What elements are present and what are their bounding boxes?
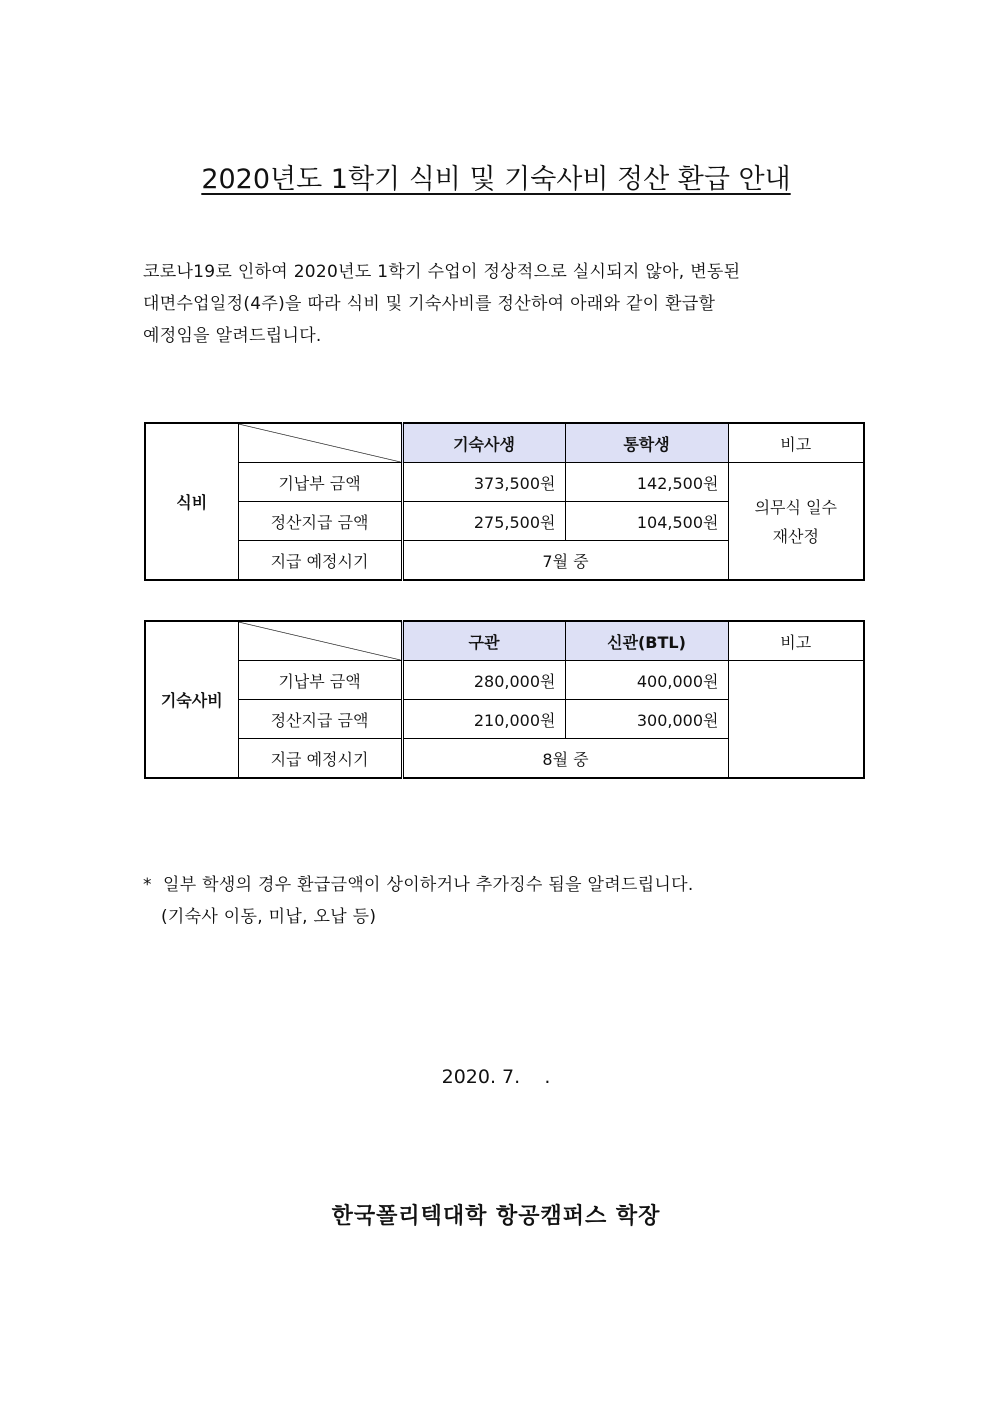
remark-cell	[728, 661, 864, 779]
dorm-refund-table	[144, 620, 865, 779]
col-header-new-building: 신관(BTL)	[565, 621, 728, 661]
note-subline: (기숙사 이동, 미납, 오납 등)	[161, 907, 377, 927]
remark-cell	[728, 463, 864, 581]
cell-value: 373,500원	[402, 463, 565, 502]
col-header-commuter: 통학생	[565, 423, 728, 463]
schedule-value: 8월 중	[402, 739, 728, 779]
cell-value: 104,500원	[565, 502, 728, 541]
remark-line: 의무식 일수	[754, 498, 837, 517]
schedule-value: 7월 중	[402, 541, 728, 581]
signer-name: 한국폴리텍대학 항공캠퍼스 학장	[331, 1204, 661, 1229]
document-date: 2020. 7. .	[441, 1066, 551, 1088]
meal-refund-table	[144, 422, 865, 581]
row-label-prepaid: 기납부 금액	[238, 661, 402, 700]
col-header-dorm-student: 기숙사생	[402, 423, 565, 463]
cell-value: 300,000원	[565, 700, 728, 739]
remark-header: 비고	[728, 621, 864, 661]
table-header-row	[145, 621, 864, 661]
meal-section-label: 식비	[145, 423, 238, 580]
notice-note	[143, 869, 843, 933]
document-title-text: 2020년도 1학기 식비 및 기숙사비 정산 환급 안내	[201, 164, 791, 195]
cell-value: 275,500원	[402, 502, 565, 541]
remark-line: 재산정	[772, 527, 819, 546]
intro-line: 코로나19로 인하여 2020년도 1학기 수업이 정상적으로 실시되지 않아, 변동된	[143, 262, 741, 282]
table-header-row	[145, 423, 864, 463]
row-label-schedule: 지급 예정시기	[238, 739, 402, 779]
remark-header: 비고	[728, 423, 864, 463]
intro-paragraph	[143, 256, 851, 352]
table-row	[145, 661, 864, 700]
asterisk-bullet: *	[143, 875, 152, 895]
row-label-settlement: 정산지급 금액	[238, 700, 402, 739]
row-label-settlement: 정산지급 금액	[238, 502, 402, 541]
col-header-old-building: 구관	[402, 621, 565, 661]
row-label-prepaid: 기납부 금액	[238, 463, 402, 502]
cell-value: 210,000원	[402, 700, 565, 739]
document-title	[0, 160, 992, 200]
cell-value: 400,000원	[565, 661, 728, 700]
dorm-section-label: 기숙사비	[145, 621, 238, 778]
intro-line: 예정임을 알려드립니다.	[143, 326, 322, 346]
intro-line: 대면수업일정(4주)을 따라 식비 및 기숙사비를 정산하여 아래와 같이 환급할	[143, 294, 716, 314]
diagonal-header-cell	[238, 423, 402, 463]
note-text: 일부 학생의 경우 환급금액이 상이하거나 추가징수 됨을 알려드립니다.	[163, 875, 694, 895]
row-label-schedule: 지급 예정시기	[238, 541, 402, 581]
table-row	[145, 463, 864, 502]
note-line	[143, 869, 843, 901]
diagonal-header-cell	[238, 621, 402, 661]
cell-value: 142,500원	[565, 463, 728, 502]
cell-value: 280,000원	[402, 661, 565, 700]
